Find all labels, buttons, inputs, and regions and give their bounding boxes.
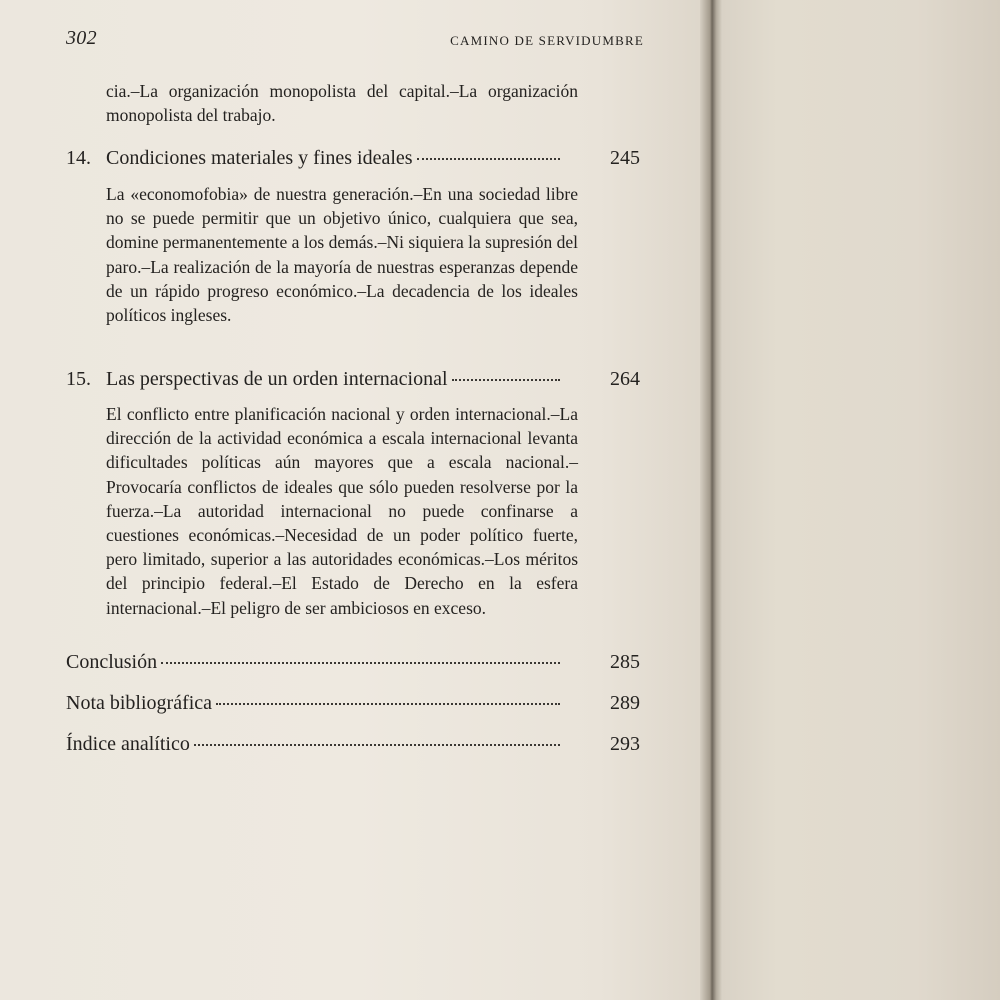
dot-leader [417,158,560,160]
chapter-page: 245 [610,147,640,169]
chapter-number: 15. [66,368,91,390]
entry-page: 293 [610,733,640,755]
running-head: CAMINO DE SERVIDUMBRE [450,33,644,48]
chapter-title: Las perspectivas de un orden internacional [106,368,448,390]
dot-leader [452,379,560,381]
chapter-page: 264 [610,368,640,390]
dot-leader [216,703,560,705]
right-page [722,0,1000,1000]
intro-summary: cia.–La organización monopolista del capital.–La organización monopolista del trabajo. [106,81,578,126]
entry-title: Conclusión [66,651,158,673]
entry-title: Nota bibliográfica [66,692,213,714]
chapter-number: 14. [66,147,91,169]
toc-entry-conclusion[interactable] [66,649,640,675]
entry-title: Índice analítico [66,733,190,755]
chapter-14-summary: La «economofobia» de nuestra generación.–En una sociedad libre no se puede permitir que un objetivo único, cualquiera que sea, domine permanentemente a los demás.–Ni siquiera la supresión del paro.–La realización de la mayoría de nuestras esperanzas depende de un rápido progreso económico.–La decadencia de los ideales políticos ingleses. [106,184,578,326]
dot-leader [194,744,560,746]
entry-page: 289 [610,692,640,714]
dot-leader [161,662,560,664]
toc-entry-chapter-14[interactable] [66,145,640,171]
entry-page: 285 [610,651,640,673]
chapter-15-summary: El conflicto entre planificación nacional y orden internacional.–La dirección de la actividad económica a escala internacional levanta dificultades políticas aún mayores que a escala nacional.–Provocaría conflictos de ideales que sólo pueden resolverse por la fuerza.–La autoridad internacional no puede confinarse a cuestiones económicas.–Necesidad de un poder político fuerte, pero limitado, superior a las autoridades económicas.–Los méritos del principio federal.–El Estado de Derecho en la esfera internacional.–El peligro de ser ambiciosos en exceso. [106,404,578,618]
toc-entry-index[interactable] [66,731,640,757]
chapter-title: Condiciones materiales y fines ideales [106,147,413,169]
page-number: 302 [66,27,97,49]
toc-entry-chapter-15[interactable] [66,366,640,392]
toc-entry-bibliography[interactable] [66,690,640,716]
